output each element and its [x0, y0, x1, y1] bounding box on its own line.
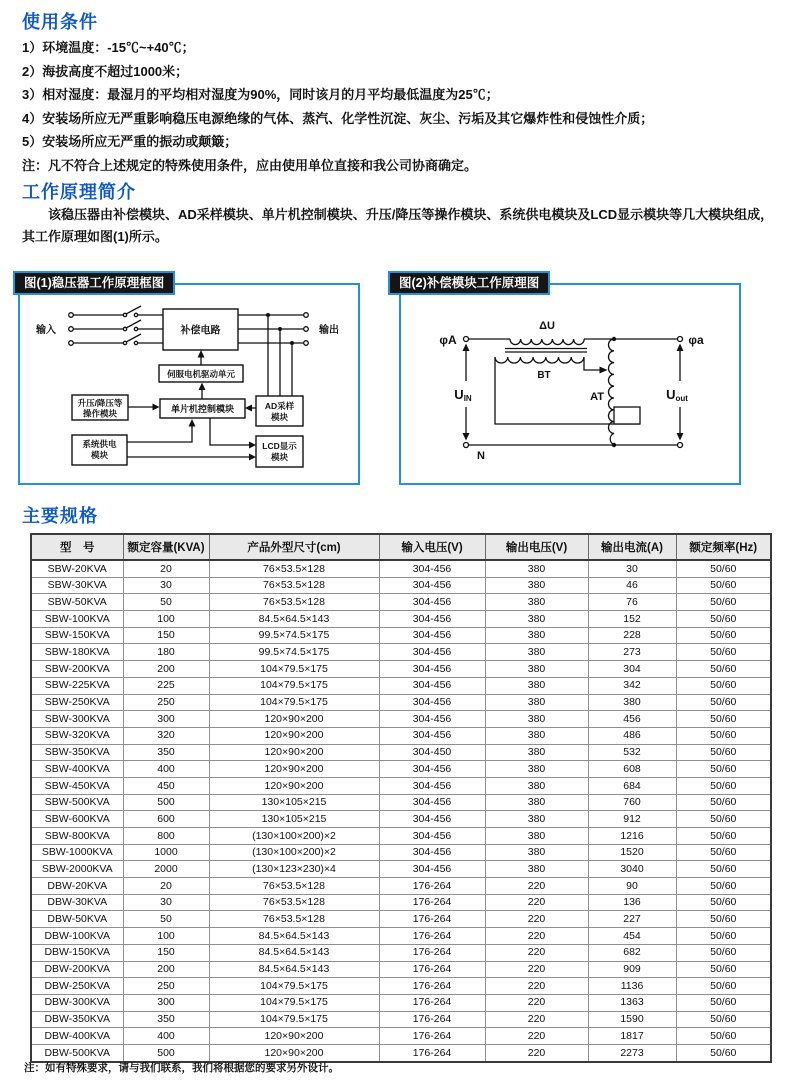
table-cell: 84.5×64.5×143 — [209, 961, 379, 978]
table-cell: 250 — [123, 978, 209, 995]
table-cell: 220 — [485, 911, 588, 928]
table-cell: 380 — [485, 811, 588, 828]
table-cell: SBW-100KVA — [31, 611, 123, 628]
table-row — [31, 1028, 771, 1045]
table-cell: DBW-20KVA — [31, 878, 123, 895]
table-cell: 304-456 — [379, 794, 485, 811]
table-cell: 380 — [485, 727, 588, 744]
table-cell: SBW-800KVA — [31, 828, 123, 845]
table-cell: DBW-200KVA — [31, 961, 123, 978]
table-cell: DBW-50KVA — [31, 911, 123, 928]
table-cell: SBW-180KVA — [31, 644, 123, 661]
table-cell: 1216 — [588, 828, 676, 845]
table-cell: 104×79.5×175 — [209, 677, 379, 694]
table-cell: 380 — [485, 761, 588, 778]
table-cell: (130×123×230)×4 — [209, 861, 379, 878]
table-cell: 220 — [485, 878, 588, 895]
table-cell: 800 — [123, 828, 209, 845]
table-cell: 20 — [123, 878, 209, 895]
table-cell: 150 — [123, 627, 209, 644]
table-cell: 50/60 — [676, 661, 771, 678]
table-cell: 120×90×200 — [209, 711, 379, 728]
table-cell: 20 — [123, 560, 209, 577]
table-row — [31, 777, 771, 794]
specs-table — [30, 533, 772, 1063]
figure2-label: 图(2)补偿模块工作原理图 — [388, 271, 550, 295]
table-cell: 304-456 — [379, 694, 485, 711]
figure1-block-diagram — [20, 285, 354, 479]
table-cell: 225 — [123, 677, 209, 694]
table-cell: 304-456 — [379, 577, 485, 594]
table-cell: 150 — [123, 944, 209, 961]
table-cell: 84.5×64.5×143 — [209, 944, 379, 961]
table-cell: 84.5×64.5×143 — [209, 928, 379, 945]
specs-column-header: 输出电压(V) — [485, 534, 588, 560]
table-cell: 912 — [588, 811, 676, 828]
table-cell: 76×53.5×128 — [209, 878, 379, 895]
table-cell: 136 — [588, 894, 676, 911]
table-row — [31, 577, 771, 594]
condition-item: 5）安装场所应无严重的振动或颠簸； — [22, 134, 238, 149]
condition-item: 3）相对湿度：最湿月的平均相对湿度为90%，同时该月的月平均最低温度为25℃； — [22, 87, 499, 102]
table-cell: 2000 — [123, 861, 209, 878]
fig1-boost-box-line2: 操作模块 — [82, 408, 118, 419]
table-row — [31, 928, 771, 945]
condition-item: 注：凡不符合上述规定的特殊使用条件，应由使用单位直接和我公司协商确定。 — [22, 157, 478, 173]
table-cell: 304-456 — [379, 844, 485, 861]
table-cell: 50/60 — [676, 1011, 771, 1028]
table-cell: 176-264 — [379, 911, 485, 928]
table-cell: SBW-2000KVA — [31, 861, 123, 878]
table-cell: 2273 — [588, 1044, 676, 1061]
fig1-mcu-box-label: 单片机控制模块 — [170, 404, 235, 414]
table-cell: 104×79.5×175 — [209, 694, 379, 711]
table-cell: 130×105×215 — [209, 811, 379, 828]
table-cell: 400 — [123, 761, 209, 778]
table-cell: 380 — [485, 661, 588, 678]
table-cell: 909 — [588, 961, 676, 978]
table-cell: 176-264 — [379, 1028, 485, 1045]
table-cell: SBW-200KVA — [31, 661, 123, 678]
table-cell: 1590 — [588, 1011, 676, 1028]
table-row — [31, 944, 771, 961]
table-cell: 684 — [588, 777, 676, 794]
table-cell: 46 — [588, 577, 676, 594]
table-cell: 304-456 — [379, 828, 485, 845]
fig2-uin-label: UIN — [454, 387, 472, 403]
table-cell: 76×53.5×128 — [209, 911, 379, 928]
table-cell: 50/60 — [676, 727, 771, 744]
fig1-lcd-box-line1: LCD显示 — [262, 441, 297, 451]
fig1-servo-box-label: 伺服电机驱动单元 — [166, 369, 236, 379]
table-cell: 220 — [485, 928, 588, 945]
table-cell: SBW-450KVA — [31, 777, 123, 794]
table-row — [31, 961, 771, 978]
table-cell: DBW-300KVA — [31, 994, 123, 1011]
table-cell: 350 — [123, 1011, 209, 1028]
table-cell: DBW-150KVA — [31, 944, 123, 961]
table-cell: 304-456 — [379, 727, 485, 744]
table-row — [31, 627, 771, 644]
table-cell: 50/60 — [676, 577, 771, 594]
table-cell: 456 — [588, 711, 676, 728]
table-cell: 380 — [485, 777, 588, 794]
table-cell: DBW-100KVA — [31, 928, 123, 945]
table-cell: 50/60 — [676, 911, 771, 928]
table-cell: 380 — [485, 794, 588, 811]
working-principle-heading: 工作原理简介 — [22, 182, 136, 202]
table-cell: 180 — [123, 644, 209, 661]
table-cell: 380 — [485, 828, 588, 845]
table-cell: 76×53.5×128 — [209, 894, 379, 911]
table-cell: SBW-600KVA — [31, 811, 123, 828]
table-cell: SBW-225KVA — [31, 677, 123, 694]
table-cell: 380 — [485, 644, 588, 661]
table-cell: 304-456 — [379, 560, 485, 577]
fig2-neutral-label: N — [477, 450, 485, 462]
table-row — [31, 811, 771, 828]
table-cell: 400 — [123, 1028, 209, 1045]
table-cell: 1520 — [588, 844, 676, 861]
table-cell: 176-264 — [379, 928, 485, 945]
table-cell: 1817 — [588, 1028, 676, 1045]
table-cell: 50/60 — [676, 744, 771, 761]
table-cell: 50/60 — [676, 694, 771, 711]
table-cell: 380 — [485, 711, 588, 728]
table-cell: DBW-500KVA — [31, 1044, 123, 1061]
fig1-adc-box-line2: 模块 — [270, 412, 289, 422]
table-cell: SBW-320KVA — [31, 727, 123, 744]
table-cell: SBW-1000KVA — [31, 844, 123, 861]
working-principle-paragraph: 该稳压器由补偿模块、AD采样模块、单片机控制模块、升压/降压等操作模块、系统供电模块及LCD显示模块等几大模块组成，其工作原理如图(1)所示。 — [22, 207, 774, 244]
table-cell: 50/60 — [676, 1044, 771, 1061]
table-cell: 50/60 — [676, 994, 771, 1011]
table-cell: 380 — [588, 694, 676, 711]
table-row — [31, 560, 771, 577]
table-cell: 120×90×200 — [209, 761, 379, 778]
table-cell: DBW-250KVA — [31, 978, 123, 995]
table-cell: 380 — [485, 744, 588, 761]
table-cell: 50/60 — [676, 611, 771, 628]
table-cell: (130×100×200)×2 — [209, 828, 379, 845]
figure1-panel — [18, 283, 360, 485]
table-cell: 682 — [588, 944, 676, 961]
table-cell: 228 — [588, 627, 676, 644]
table-cell: 380 — [485, 627, 588, 644]
table-cell: 304-456 — [379, 761, 485, 778]
table-cell: 152 — [588, 611, 676, 628]
table-cell: 100 — [123, 611, 209, 628]
table-cell: SBW-30KVA — [31, 577, 123, 594]
table-row — [31, 744, 771, 761]
table-cell: 273 — [588, 644, 676, 661]
table-row — [31, 711, 771, 728]
specs-table-header-row — [31, 534, 771, 560]
fig1-lcd-box-line2: 模块 — [270, 452, 289, 462]
table-cell: 200 — [123, 661, 209, 678]
specs-column-header: 额定容量(KVA) — [123, 534, 209, 560]
figure2-panel — [399, 283, 741, 485]
table-cell: 1363 — [588, 994, 676, 1011]
fig1-boost-box-line1: 升压/降压等 — [77, 398, 123, 408]
table-cell: DBW-400KVA — [31, 1028, 123, 1045]
table-cell: 50/60 — [676, 928, 771, 945]
table-cell: 304-456 — [379, 611, 485, 628]
table-cell: 176-264 — [379, 994, 485, 1011]
table-cell: SBW-150KVA — [31, 627, 123, 644]
table-cell: 350 — [123, 744, 209, 761]
table-cell: 120×90×200 — [209, 744, 379, 761]
table-cell: 130×105×215 — [209, 794, 379, 811]
table-row — [31, 1011, 771, 1028]
table-cell: 50/60 — [676, 711, 771, 728]
table-cell: 104×79.5×175 — [209, 994, 379, 1011]
table-cell: 76 — [588, 594, 676, 611]
usage-conditions-list — [22, 36, 653, 177]
table-cell: 220 — [485, 944, 588, 961]
table-cell: 532 — [588, 744, 676, 761]
table-cell: 50/60 — [676, 794, 771, 811]
table-cell: 100 — [123, 928, 209, 945]
table-row — [31, 844, 771, 861]
table-cell: 50/60 — [676, 811, 771, 828]
specs-column-header: 额定频率(Hz) — [676, 534, 771, 560]
table-cell: 104×79.5×175 — [209, 978, 379, 995]
table-cell: 50/60 — [676, 978, 771, 995]
table-cell: SBW-300KVA — [31, 711, 123, 728]
table-cell: 380 — [485, 560, 588, 577]
table-cell: 1136 — [588, 978, 676, 995]
table-row — [31, 911, 771, 928]
fig2-bt-label: BT — [537, 370, 551, 381]
table-cell: 760 — [588, 794, 676, 811]
table-cell: 50/60 — [676, 844, 771, 861]
table-cell: 3040 — [588, 861, 676, 878]
fig2-uout-label: Uout — [666, 387, 688, 403]
table-cell: 304 — [588, 661, 676, 678]
fig1-power-box-line2: 模块 — [90, 450, 109, 460]
table-cell: 380 — [485, 844, 588, 861]
table-cell: 50/60 — [676, 627, 771, 644]
table-row — [31, 727, 771, 744]
table-cell: 608 — [588, 761, 676, 778]
table-cell: 76×53.5×128 — [209, 594, 379, 611]
figure1-label: 图(1)稳压器工作原理框图 — [13, 271, 175, 295]
table-cell: 304-456 — [379, 861, 485, 878]
table-cell: 500 — [123, 1044, 209, 1061]
table-cell: 380 — [485, 611, 588, 628]
table-cell: 300 — [123, 711, 209, 728]
table-cell: SBW-50KVA — [31, 594, 123, 611]
table-cell: 50 — [123, 594, 209, 611]
table-cell: 304-456 — [379, 594, 485, 611]
table-cell: 220 — [485, 1044, 588, 1061]
table-cell: 220 — [485, 1011, 588, 1028]
table-row — [31, 594, 771, 611]
table-cell: 50/60 — [676, 594, 771, 611]
table-cell: 50 — [123, 911, 209, 928]
table-cell: 220 — [485, 1028, 588, 1045]
table-cell: 380 — [485, 861, 588, 878]
table-cell: 380 — [485, 694, 588, 711]
specs-column-header: 产品外型尺寸(cm) — [209, 534, 379, 560]
table-row — [31, 894, 771, 911]
table-cell: 176-264 — [379, 1011, 485, 1028]
table-cell: 50/60 — [676, 677, 771, 694]
table-cell: SBW-400KVA — [31, 761, 123, 778]
fig1-power-box-line1: 系统供电 — [82, 439, 117, 449]
table-cell: 99.5×74.5×175 — [209, 627, 379, 644]
table-row — [31, 861, 771, 878]
table-cell: 120×90×200 — [209, 1028, 379, 1045]
table-cell: 220 — [485, 961, 588, 978]
table-cell: 50/60 — [676, 961, 771, 978]
table-cell: 30 — [123, 577, 209, 594]
table-cell: 200 — [123, 961, 209, 978]
table-cell: 176-264 — [379, 944, 485, 961]
table-cell: 380 — [485, 594, 588, 611]
table-cell: 220 — [485, 994, 588, 1011]
table-cell: 50/60 — [676, 861, 771, 878]
table-cell: 50/60 — [676, 828, 771, 845]
table-row — [31, 794, 771, 811]
table-cell: 304-456 — [379, 811, 485, 828]
table-row — [31, 694, 771, 711]
table-cell: 227 — [588, 911, 676, 928]
condition-item: 1）环境温度：-15℃~+40℃； — [22, 40, 195, 55]
table-cell: (130×100×200)×2 — [209, 844, 379, 861]
table-row — [31, 878, 771, 895]
table-cell: 500 — [123, 794, 209, 811]
table-row — [31, 644, 771, 661]
usage-conditions-heading: 使用条件 — [22, 12, 98, 32]
table-cell: DBW-350KVA — [31, 1011, 123, 1028]
specs-heading: 主要规格 — [22, 506, 98, 526]
fig1-input-label: 输入 — [36, 325, 56, 336]
table-cell: 104×79.5×175 — [209, 661, 379, 678]
table-cell: 120×90×200 — [209, 777, 379, 794]
table-cell: 600 — [123, 811, 209, 828]
table-cell: 176-264 — [379, 878, 485, 895]
table-cell: 220 — [485, 978, 588, 995]
table-row — [31, 828, 771, 845]
table-cell: 99.5×74.5×175 — [209, 644, 379, 661]
specs-column-header: 输出电流(A) — [588, 534, 676, 560]
table-cell: 50/60 — [676, 560, 771, 577]
table-cell: 176-264 — [379, 894, 485, 911]
table-row — [31, 611, 771, 628]
table-cell: 304-456 — [379, 777, 485, 794]
table-cell: 342 — [588, 677, 676, 694]
table-cell: 50/60 — [676, 894, 771, 911]
table-cell: 120×90×200 — [209, 727, 379, 744]
table-cell: 90 — [588, 878, 676, 895]
table-cell: 50/60 — [676, 944, 771, 961]
fig1-output-label: 输出 — [319, 325, 339, 336]
table-cell: 76×53.5×128 — [209, 577, 379, 594]
fig2-delta-u-label: ΔU — [539, 320, 555, 332]
table-row — [31, 661, 771, 678]
table-cell: 380 — [485, 577, 588, 594]
table-row — [31, 978, 771, 995]
table-cell: 486 — [588, 727, 676, 744]
table-cell: 30 — [588, 560, 676, 577]
table-cell: 304-456 — [379, 661, 485, 678]
table-cell: 320 — [123, 727, 209, 744]
table-cell: 76×53.5×128 — [209, 560, 379, 577]
condition-item: 4）安装场所应无严重影响稳压电源绝缘的气体、蒸汽、化学性沉淀、灰尘、污垢及其它爆炸性和侵蚀性介质； — [22, 110, 654, 126]
table-cell: SBW-500KVA — [31, 794, 123, 811]
table-cell: SBW-350KVA — [31, 744, 123, 761]
table-cell: 300 — [123, 994, 209, 1011]
table-row — [31, 994, 771, 1011]
table-cell: 176-264 — [379, 978, 485, 995]
bottom-note: 注：如有特殊要求，请与我们联系，我们将根据您的要求另外设计。 — [24, 1062, 339, 1074]
fig2-phase-in-label: φA — [439, 333, 457, 347]
table-cell: 84.5×64.5×143 — [209, 611, 379, 628]
table-cell: 120×90×200 — [209, 1044, 379, 1061]
table-cell: 50/60 — [676, 777, 771, 794]
figure2-circuit-diagram — [401, 285, 735, 479]
table-cell: 304-456 — [379, 711, 485, 728]
table-cell: 304-456 — [379, 644, 485, 661]
fig1-compensation-box-label: 补偿电路 — [180, 325, 221, 337]
table-cell: 304-456 — [379, 677, 485, 694]
table-cell: SBW-20KVA — [31, 560, 123, 577]
table-cell: SBW-250KVA — [31, 694, 123, 711]
table-cell: 50/60 — [676, 878, 771, 895]
table-cell: 304-450 — [379, 744, 485, 761]
table-cell: 380 — [485, 677, 588, 694]
condition-item: 2）海拔高度不超过1000米； — [22, 63, 189, 79]
table-cell: 176-264 — [379, 961, 485, 978]
table-cell: 304-456 — [379, 627, 485, 644]
table-row — [31, 761, 771, 778]
specs-column-header: 输入电压(V) — [379, 534, 485, 560]
table-cell: 50/60 — [676, 761, 771, 778]
specs-column-header: 型 号 — [31, 534, 123, 560]
table-cell: 450 — [123, 777, 209, 794]
table-cell: 176-264 — [379, 1044, 485, 1061]
table-cell: 50/60 — [676, 644, 771, 661]
table-cell: 454 — [588, 928, 676, 945]
table-row — [31, 677, 771, 694]
table-cell: 1000 — [123, 844, 209, 861]
table-cell: 50/60 — [676, 1028, 771, 1045]
fig1-adc-box-line1: AD采样 — [264, 401, 295, 411]
table-cell: 250 — [123, 694, 209, 711]
table-cell: DBW-30KVA — [31, 894, 123, 911]
specs-table-body — [31, 560, 771, 1062]
table-cell: 30 — [123, 894, 209, 911]
fig2-phase-out-label: φa — [688, 333, 704, 347]
table-cell: 104×79.5×175 — [209, 1011, 379, 1028]
table-cell: 220 — [485, 894, 588, 911]
fig2-at-label: AT — [590, 391, 604, 403]
